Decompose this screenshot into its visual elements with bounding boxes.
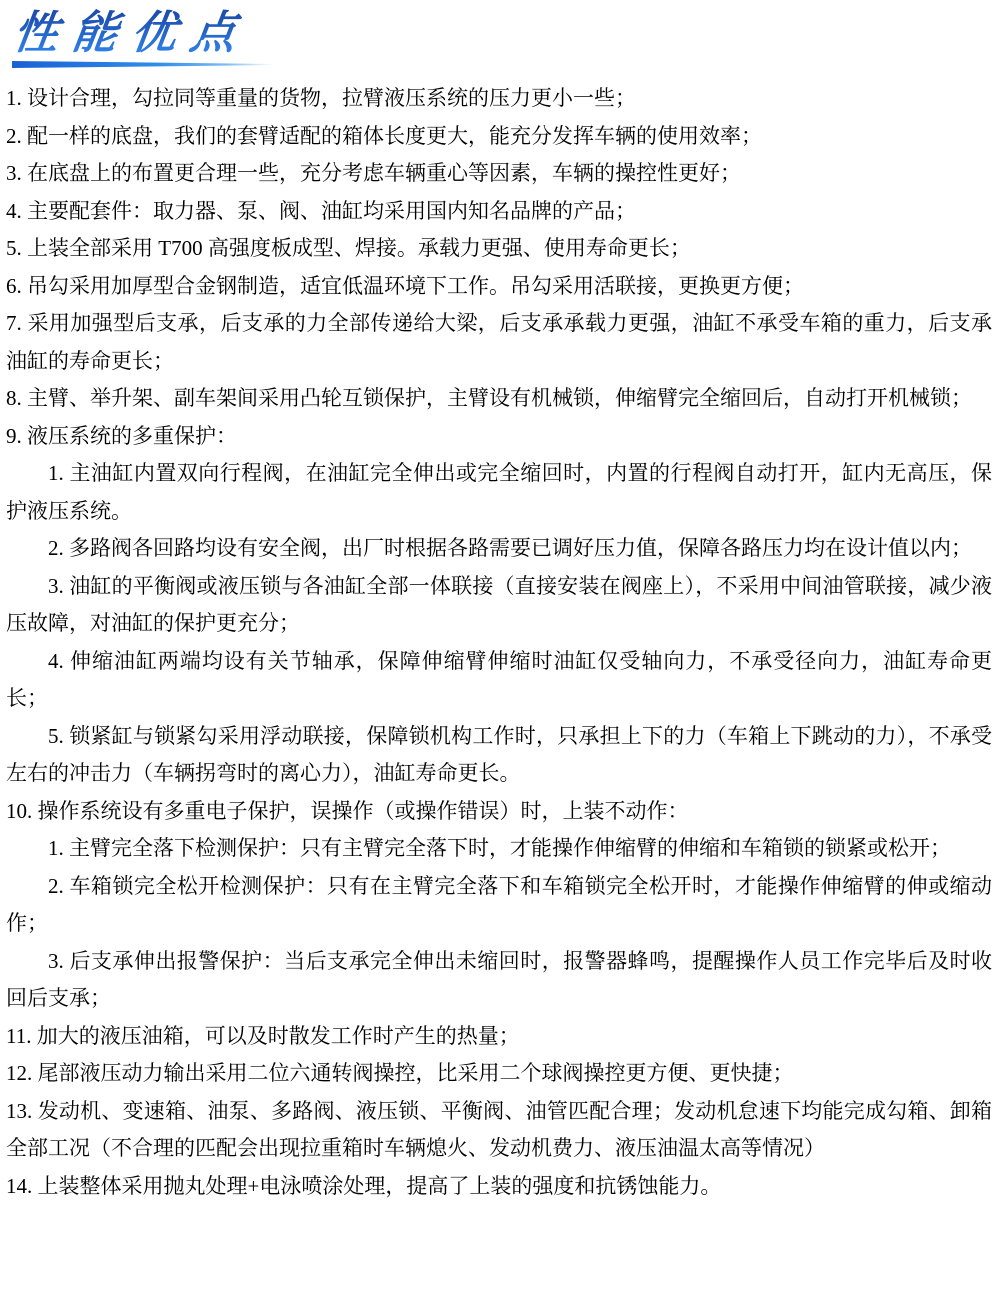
list-item: 7. 采用加强型后支承，后支承的力全部传递给大梁，后支承承载力更强，油缸不承受车箱的重力，后支承油缸的寿命更长； [6, 311, 992, 373]
title-underline-decoration [12, 61, 274, 68]
list-subitem: 2. 车箱锁完全松开检测保护：只有在主臂完全落下和车箱锁完全松开时，才能操作伸缩臂的伸或缩动作； [6, 873, 992, 935]
list-item: 14. 上装整体采用抛丸处理+电泳喷涂处理，提高了上装的强度和抗锈蚀能力。 [6, 1173, 722, 1198]
list-subitem: 3. 油缸的平衡阀或液压锁与各油缸全部一体联接（直接安装在阀座上），不采用中间油管联接，减少液压故障，对油缸的保护更充分； [6, 573, 992, 635]
list-item: 10. 操作系统设有多重电子保护，误操作（或操作错误）时，上装不动作： [6, 798, 689, 823]
list-item: 9. 液压系统的多重保护： [6, 423, 237, 448]
list-item: 6. 吊勾采用加厚型合金钢制造，适宜低温环境下工作。吊勾采用活联接，更换更方便； [6, 273, 804, 298]
list-item: 4. 主要配套件：取力器、泵、阀、油缸均采用国内知名品牌的产品； [6, 198, 636, 223]
list-item: 13. 发动机、变速箱、油泵、多路阀、液压锁、平衡阀、油管匹配合理；发动机怠速下均能完成勾箱、卸箱全部工况（不合理的匹配会出现拉重箱时车辆熄火、发动机费力、液压油温太高等情况） [6, 1098, 992, 1160]
list-subitem: 1. 主油缸内置双向行程阀，在油缸完全伸出或完全缩回时，内置的行程阀自动打开，缸内无高压，保护液压系统。 [6, 461, 992, 523]
list-item: 1. 设计合理，勾拉同等重量的货物，拉臂液压系统的压力更小一些； [6, 86, 636, 110]
list-item: 5. 上装全部采用 T700 高强度板成型、焊接。承载力更强、使用寿命更长； [6, 236, 691, 260]
list-subitem: 5. 锁紧缸与锁紧勾采用浮动联接，保障锁机构工作时，只承担上下的力（车箱上下跳动的力），不承受左右的冲击力（车辆拐弯时的离心力），油缸寿命更长。 [6, 723, 992, 785]
page-title: 性能优点 [10, 7, 254, 58]
feature-list [0, 68, 1000, 1205]
list-subitem: 3. 后支承伸出报警保护：当后支承完全伸出未缩回时，报警器蜂鸣，提醒操作人员工作完毕后及时收回后支承； [6, 948, 992, 1010]
list-item: 12. 尾部液压动力输出采用二位六通转阀操控，比采用二个球阀操控更方便、更快捷； [6, 1061, 794, 1085]
list-subitem: 2. 多路阀各回路均设有安全阀，出厂时根据各路需要已调好压力值，保障各路压力均在设计值以内； [48, 536, 972, 560]
list-subitem: 4. 伸缩油缸两端均设有关节轴承，保障伸缩臂伸缩时油缸仅受轴向力，不承受径向力，油缸寿命更长； [6, 648, 992, 710]
list-item: 3. 在底盘上的布置更合理一些，充分考虑车辆重心等因素，车辆的操控性更好； [6, 161, 741, 185]
list-subitem: 1. 主臂完全落下检测保护：只有主臂完全落下时，才能操作伸缩臂的伸缩和车箱锁的锁紧或松开； [48, 836, 951, 860]
list-item: 11. 加大的液压油箱，可以及时散发工作时产生的热量； [6, 1023, 520, 1048]
list-item: 8. 主臂、举升架、副车架间采用凸轮互锁保护，主臂设有机械锁，伸缩臂完全缩回后，自动打开机械锁； [6, 386, 972, 410]
title-block [0, 0, 1000, 68]
list-item: 2. 配一样的底盘，我们的套臂适配的箱体长度更大，能充分发挥车辆的使用效率； [6, 123, 762, 148]
